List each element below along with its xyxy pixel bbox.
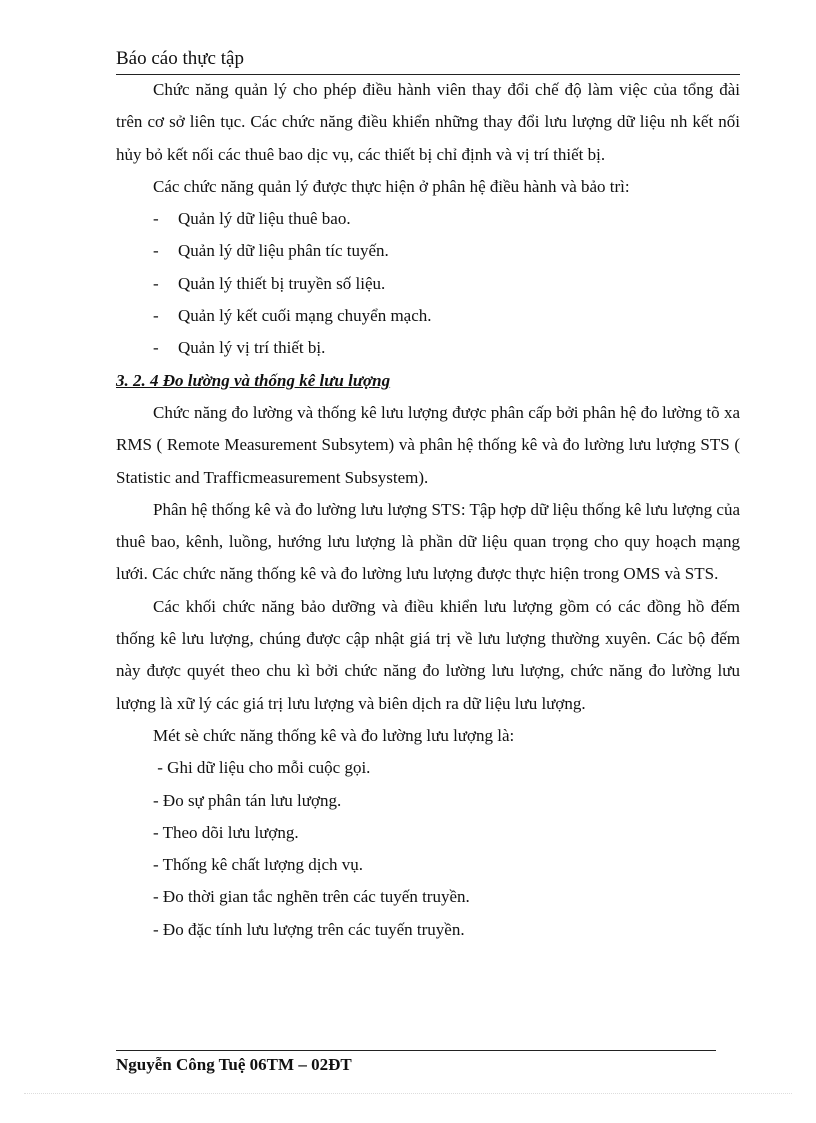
list-item: - Đo đặc tính lưu lượng trên các tuyến truyền. — [153, 919, 465, 939]
list-item-text: Quản lý dữ liệu thuê bao. — [178, 209, 351, 229]
document-body — [116, 74, 740, 946]
list-item-text: Quản lý dữ liệu phân tíc tuyến. — [178, 241, 389, 261]
list-item: - Đo sự phân tán lưu lượng. — [153, 790, 342, 810]
list-dash: - — [153, 306, 159, 326]
list-dash: - — [153, 273, 159, 293]
list-item: - Ghi dữ liệu cho mỗi cuộc gọi. — [153, 758, 371, 778]
list-item — [116, 332, 740, 364]
footer-rule — [116, 1050, 716, 1051]
list-item: - Theo dõi lưu lượng. — [153, 822, 299, 842]
paragraph: Các khối chức năng bảo dưỡng và điều khiển lưu lượng gồm có các đồng hồ đếm thống kê lưu lượng, chúng được cập nhật giá trị về lưu lượng thường xuyên. Các bộ đếm này được quyét theo chu kì bởi chức năng đo lường lưu lượng, chức năng đo lường lưu lượng là xữ lý các giá trị lưu lượng và biên dịch ra dữ liệu lưu lượng. — [116, 596, 740, 713]
page-header-title: Báo cáo thực tập — [116, 48, 244, 69]
paragraph: Mét sè chức năng thống kê và đo lường lưu lượng là: — [153, 725, 515, 745]
page-edge — [24, 1093, 792, 1094]
list-dash: - — [153, 338, 159, 358]
paragraph: Phân hệ thống kê và đo lường lưu lượng STS: Tập hợp dữ liệu thống kê lưu lượng của thuê bao, kênh, luồng, hướng lưu lượng là phần dữ liệu quan trọng cho quy hoạch mạng lưới. Các chức năng thống kê và đo lường lưu lượng được thực hiện trong OMS và STS. — [116, 499, 740, 584]
section-heading: 3. 2. 4 Đo lường và thống kê lưu lượng — [116, 370, 391, 390]
footer-author: Nguyễn Công Tuệ 06TM – 02ĐT — [116, 1055, 352, 1074]
list-item: - Thống kê chất lượng dịch vụ. — [153, 855, 364, 875]
list-item — [116, 203, 740, 235]
paragraph: Các chức năng quản lý được thực hiện ở phân hệ điều hành và bảo trì: — [153, 176, 630, 196]
list-item — [116, 235, 740, 267]
paragraph: Chức năng đo lường và thống kê lưu lượng được phân cấp bởi phân hệ đo lường tõ xa RMS ( Remote Measurement Subsytem) và phân hệ thống kê và đo lường lưu lượng STS ( Statistic and Trafficmeasurement Subsystem). — [116, 402, 740, 487]
paragraph: Chức năng quản lý cho phép điều hành viên thay đổi chế độ làm việc của tổng đài trên cơ sở liên tục. Các chức năng điều khiển những thay đổi lưu lượng dữ liệu nh kết nối hủy bỏ kết nối các thuê bao dịc vụ, các thiết bị chỉ định và vị trí thiết bị. — [116, 80, 740, 164]
list-item: - Đo thời gian tắc nghẽn trên các tuyến truyền. — [153, 887, 470, 907]
list-item — [116, 300, 740, 332]
list-dash: - — [153, 241, 159, 261]
list-dash: - — [153, 209, 159, 229]
list-item-text: Quản lý kết cuối mạng chuyển mạch. — [178, 306, 432, 326]
list-item — [116, 268, 740, 300]
list-item-text: Quản lý vị trí thiết bị. — [178, 338, 326, 358]
list-item-text: Quản lý thiết bị truyền số liệu. — [178, 273, 386, 293]
